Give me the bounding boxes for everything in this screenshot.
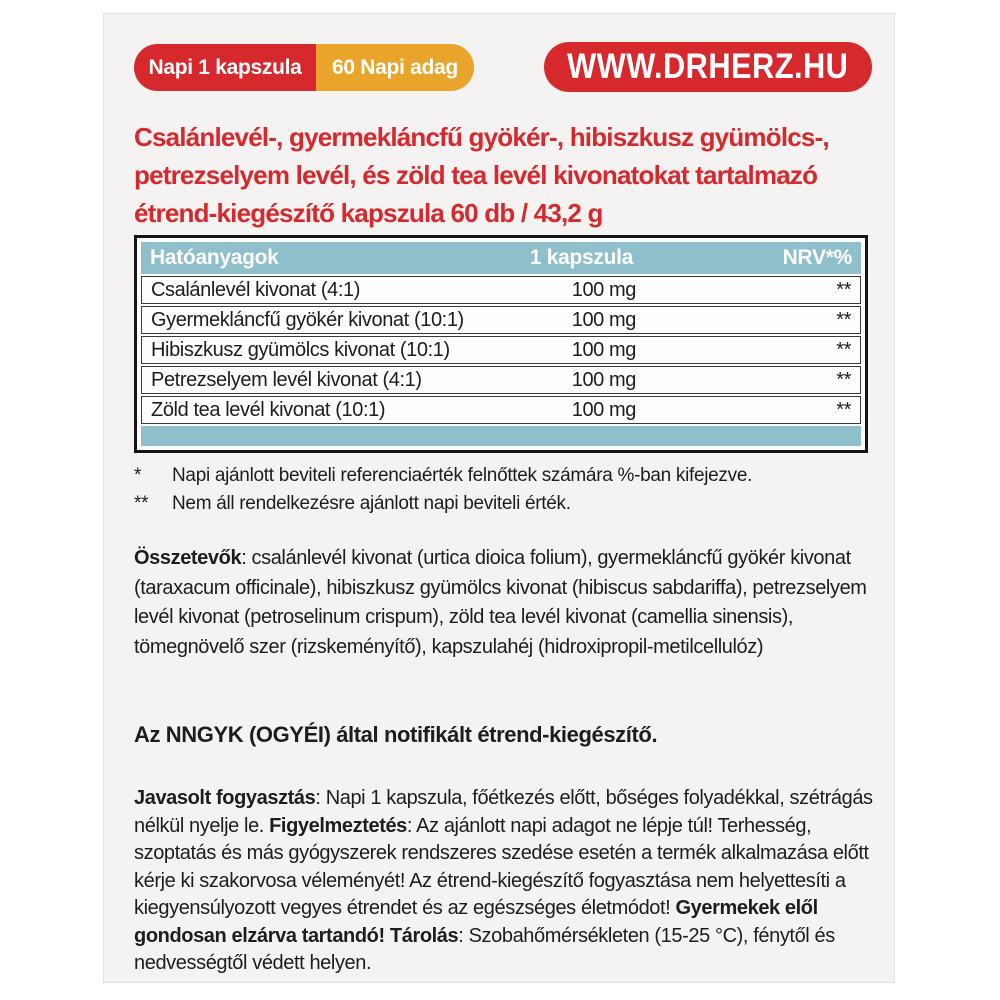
table-row <box>141 396 861 424</box>
website-badge <box>544 42 872 92</box>
table-row <box>141 366 861 394</box>
ingredients-text: : csalánlevél kivonat (urtica dioica folium), gyermekláncfű gyökér kivonat (taraxacum officinale), hibiszkusz gyümölcs kivonat (hibiscus sabdariffa), petrezselyem levél kivonat (petroselinum crispum), zöld tea levél kivonat (camellia sinensis), tömegnövelő szer (rizskeményítő), kapszulahéj (hidroxipropil-metilcellulóz) <box>134 547 867 658</box>
footnote-no-value <box>134 490 882 518</box>
website-url: WWW.DRHERZ.HU <box>567 47 849 86</box>
footnote-marker: ** <box>134 493 149 514</box>
footnotes <box>134 462 882 518</box>
notification-statement: Az NNGYK (OGYÉI) által notifikált étrend-kiegészítő. <box>134 722 658 747</box>
ingredient-name: Petrezselyem levél kivonat (4:1) <box>151 368 422 391</box>
header-actives: Hatóanyagok <box>150 246 279 269</box>
facts-table-footer-band <box>141 426 861 446</box>
table-row <box>141 336 861 364</box>
storage-label: Gyermekek elől gondosan elzárva tartandó! Tárolás <box>134 897 818 947</box>
usage-label: Javasolt fogyasztás <box>134 787 316 809</box>
footnote-text: Napi ajánlott beviteli referenciaérték felnőttek számára %-ban kifejezve. <box>172 465 753 486</box>
capsule-badge-left-segment <box>134 44 316 91</box>
ingredient-nrv: ** <box>836 398 851 421</box>
product-title: Csalánlevél-, gyermekláncfű gyökér-, hibiszkusz gyümölcs-, petrezselyem levél, és zöld tea levél kivonatokat tartalmazó étrend-kiegészítő kapszula 60 db / 43,2 g <box>134 122 829 228</box>
ingredients-facts-table <box>134 235 868 453</box>
capsule-badge-right-segment <box>316 44 474 91</box>
ingredient-amount: 100 mg <box>571 278 637 301</box>
ingredient-nrv: ** <box>836 308 851 331</box>
ingredient-nrv: ** <box>836 278 851 301</box>
ingredients-paragraph <box>134 544 882 662</box>
header-per-capsule: 1 kapszula <box>529 246 634 269</box>
ingredient-amount: 100 mg <box>571 338 637 361</box>
header-nrv: NRV*% <box>782 246 852 269</box>
warning-label: Figyelmeztetés <box>269 814 407 837</box>
footnote-nrv <box>134 462 882 490</box>
daily-dose-label: Napi 1 kapszula <box>148 55 302 79</box>
warning-text: : Az ajánlott napi adagot ne lépje túl! Terhesség, szoptatás és más gyógyszerek rendszeres szedése esetén a termék alkalmazása előtt kérje ki szakorvosa véleményét! Az étrend-kiegészítő fogyasztása nem helyettesíti a kiegyensúlyozott vegyes étrendet és az egészséges életmódot! <box>134 814 869 919</box>
table-row <box>141 306 861 334</box>
usage-paragraph <box>134 785 886 978</box>
daily-dose-capsule-badge <box>134 44 474 91</box>
table-row <box>141 276 861 304</box>
ingredients-label: Összetevők <box>134 547 242 569</box>
ingredient-name: Hibiszkusz gyümölcs kivonat (10:1) <box>151 338 450 361</box>
ingredient-name: Gyermekláncfű gyökér kivonat (10:1) <box>151 308 464 331</box>
ingredient-nrv: ** <box>836 338 851 361</box>
ingredient-name: Csalánlevél kivonat (4:1) <box>151 278 360 301</box>
storage-text: : Szobahőmérsékleten (15-25 °C), fénytől és nedvességtől védett helyen. <box>134 924 835 974</box>
ingredient-amount: 100 mg <box>571 308 637 331</box>
ingredient-amount: 100 mg <box>571 368 637 391</box>
footnote-text: Nem áll rendelkezésre ajánlott napi beviteli érték. <box>172 493 571 514</box>
servings-label: 60 Napi adag <box>332 55 458 79</box>
ingredient-amount: 100 mg <box>571 398 637 421</box>
ingredient-nrv: ** <box>836 368 851 391</box>
facts-table-header <box>141 242 861 274</box>
ingredient-name: Zöld tea levél kivonat (10:1) <box>151 398 386 421</box>
product-label-card <box>103 13 895 983</box>
usage-text: : Napi 1 kapszula, főétkezés előtt, bőséges folyadékkal, szétrágás nélkül nyelje le. <box>134 787 873 837</box>
footnote-marker: * <box>134 465 142 486</box>
